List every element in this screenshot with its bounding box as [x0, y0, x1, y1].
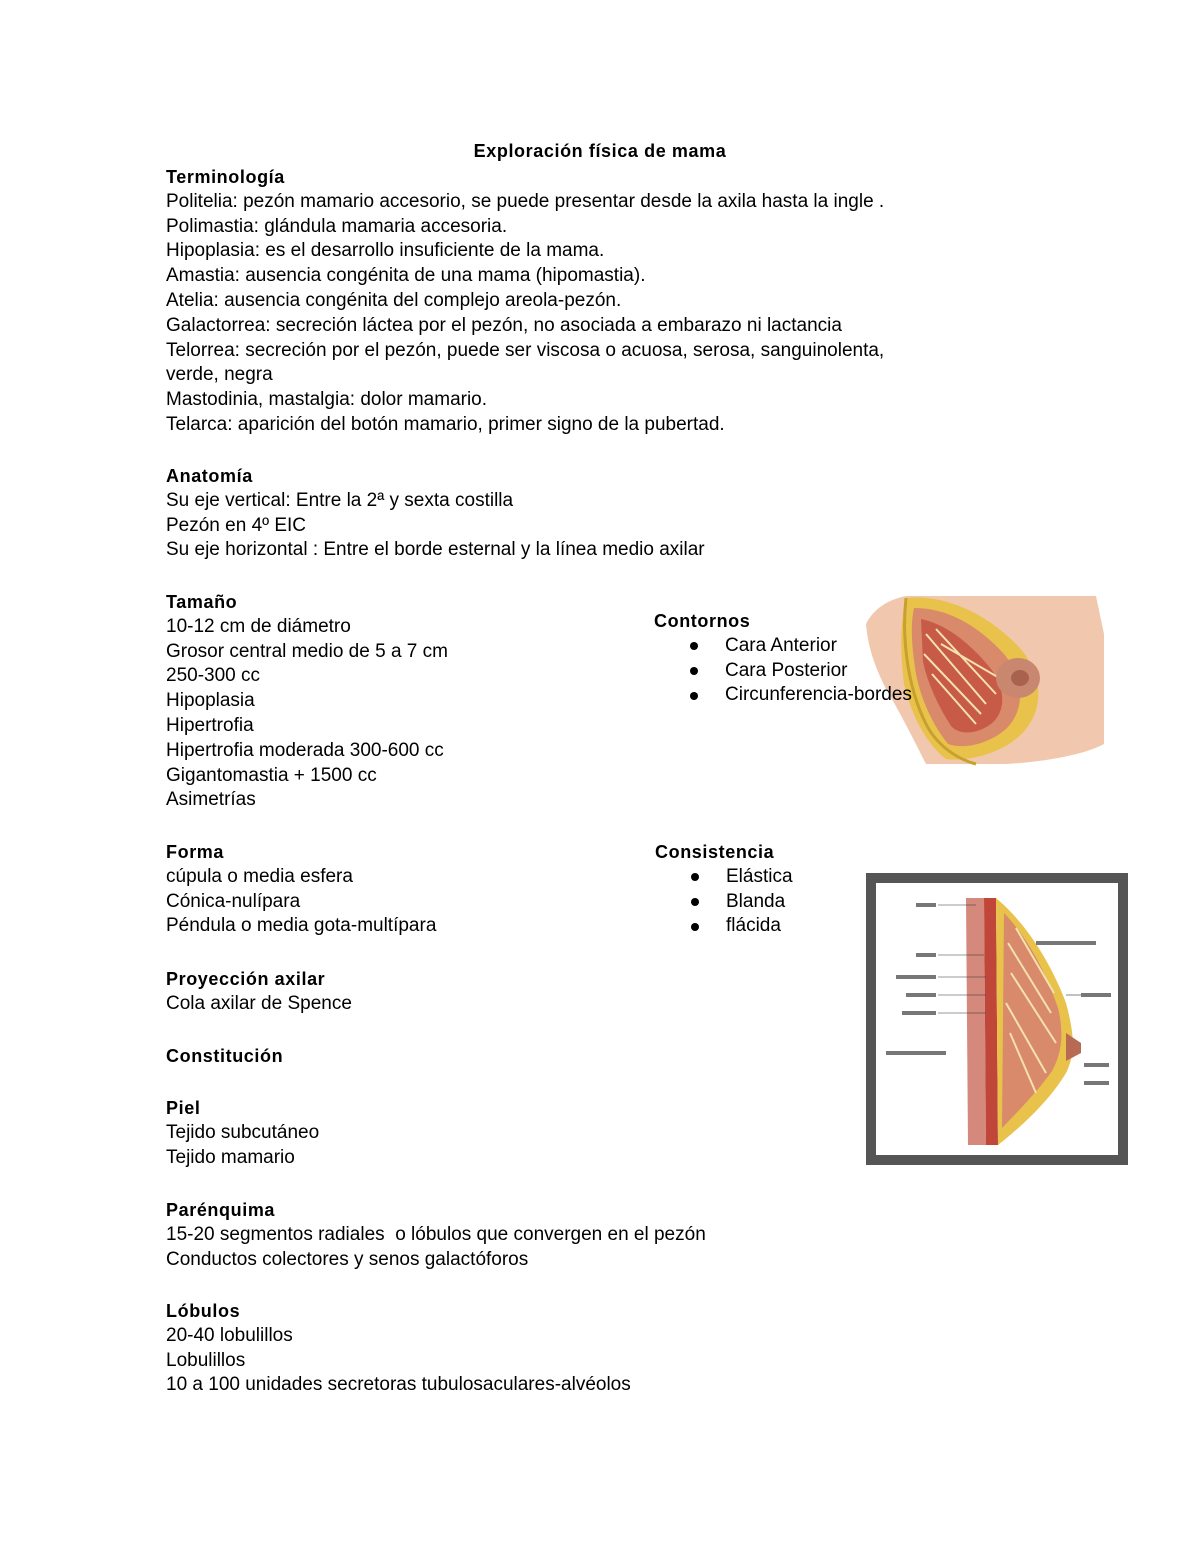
contornos-item-label: Circunferencia-bordes: [725, 684, 912, 706]
tamano-line: Hipertrofia moderada 300-600 cc: [166, 739, 444, 761]
lobulos-line: Lobulillos: [166, 1349, 246, 1371]
piel-heading: Piel: [166, 1098, 201, 1118]
piel-line: Tejido mamario: [166, 1146, 295, 1168]
breast-section-figure: [866, 873, 1128, 1165]
terminologia-line: Atelia: ausencia congénita del complejo areola-pezón.: [166, 289, 622, 311]
anatomia-heading: Anatomía: [166, 466, 253, 486]
contornos-heading: Contornos: [654, 611, 751, 631]
tamano-line: 10-12 cm de diámetro: [166, 615, 351, 637]
terminologia-line: Politelia: pezón mamario accesorio, se puede presentar desde la axila hasta la ingle .: [166, 190, 885, 212]
forma-line: Cónica-nulípara: [166, 890, 301, 912]
terminologia-line: Polimastia: glándula mamaria accesoria.: [166, 215, 508, 237]
tamano-line: Gigantomastia + 1500 cc: [166, 764, 377, 786]
contornos-item: [654, 634, 912, 659]
bullet-icon: [691, 923, 699, 931]
terminologia-line: verde, negra: [166, 364, 273, 386]
terminologia-line: Hipoplasia: es el desarrollo insuficiente de la mama.: [166, 240, 605, 262]
terminologia-section: [166, 165, 884, 438]
contornos-item: [654, 683, 912, 708]
parenquima-heading: Parénquima: [166, 1200, 276, 1220]
constitucion-heading: Constitución: [166, 1046, 284, 1066]
tamano-line: Hipertrofia: [166, 714, 254, 736]
consistencia-heading: Consistencia: [655, 842, 775, 862]
forma-line: Péndula o media gota-multípara: [166, 915, 437, 937]
forma-heading: Forma: [166, 842, 225, 862]
consistencia-item-label: Elástica: [726, 865, 793, 887]
bullet-icon: [690, 667, 698, 675]
bullet-icon: [690, 692, 698, 700]
constitucion-section: [166, 1044, 283, 1069]
bullet-icon: [691, 873, 699, 881]
proyeccion-section: [166, 967, 352, 1017]
terminologia-line: Telorrea: secreción por el pezón, puede ser viscosa o acuosa, serosa, sanguinolenta,: [166, 339, 885, 361]
tamano-heading: Tamaño: [166, 592, 238, 612]
anatomia-line: Su eje vertical: Entre la 2ª y sexta costilla: [166, 489, 514, 511]
document-title: Exploración física de mama: [473, 141, 727, 161]
bullet-icon: [691, 898, 699, 906]
tamano-line: Grosor central medio de 5 a 7 cm: [166, 640, 448, 662]
consistencia-item: [655, 914, 793, 939]
terminologia-line: Galactorrea: secreción láctea por el pezón, no asociada a embarazo ni lactancia: [166, 314, 842, 336]
parenquima-section: [166, 1198, 706, 1272]
lobulos-section: [166, 1299, 631, 1398]
contornos-item-label: Cara Posterior: [725, 659, 848, 681]
terminologia-line: Mastodinia, mastalgia: dolor mamario.: [166, 389, 488, 411]
tamano-line: Asimetrías: [166, 789, 256, 811]
piel-section: [166, 1096, 319, 1170]
proyeccion-line: Cola axilar de Spence: [166, 992, 352, 1014]
terminologia-line: Amastia: ausencia congénita de una mama (hipomastia).: [166, 265, 646, 287]
tamano-line: Hipoplasia: [166, 690, 255, 712]
consistencia-section: [655, 840, 793, 939]
tamano-line: 250-300 cc: [166, 665, 261, 687]
bullet-icon: [690, 642, 698, 650]
lobulos-heading: Lóbulos: [166, 1301, 241, 1321]
consistencia-item: [655, 890, 793, 915]
forma-section: [166, 840, 436, 939]
terminologia-heading: Terminología: [166, 167, 285, 187]
piel-line: Tejido subcutáneo: [166, 1121, 320, 1143]
consistencia-item: [655, 865, 793, 890]
parenquima-line: Conductos colectores y senos galactóforos: [166, 1248, 529, 1270]
tamano-section: [166, 590, 448, 813]
anatomia-line: Su eje horizontal : Entre el borde esternal y la línea medio axilar: [166, 539, 705, 561]
consistencia-item-label: Blanda: [726, 890, 786, 912]
contornos-section: [654, 609, 912, 708]
contornos-item-label: Cara Anterior: [725, 634, 837, 656]
lobulos-line: 10 a 100 unidades secretoras tubulosaculares-alvéolos: [166, 1374, 631, 1396]
contornos-item: [654, 659, 912, 684]
anatomia-line: Pezón en 4º EIC: [166, 514, 307, 536]
terminologia-line: Telarca: aparición del botón mamario, primer signo de la pubertad.: [166, 413, 725, 435]
parenquima-line: 15-20 segmentos radiales o lóbulos que convergen en el pezón: [166, 1223, 706, 1245]
proyeccion-heading: Proyección axilar: [166, 969, 326, 989]
consistencia-item-label: flácida: [726, 915, 781, 937]
anatomia-section: [166, 464, 705, 563]
breast-sagittal-section-illustration: [876, 883, 1118, 1155]
lobulos-line: 20-40 lobulillos: [166, 1324, 293, 1346]
forma-line: cúpula o media esfera: [166, 865, 353, 887]
